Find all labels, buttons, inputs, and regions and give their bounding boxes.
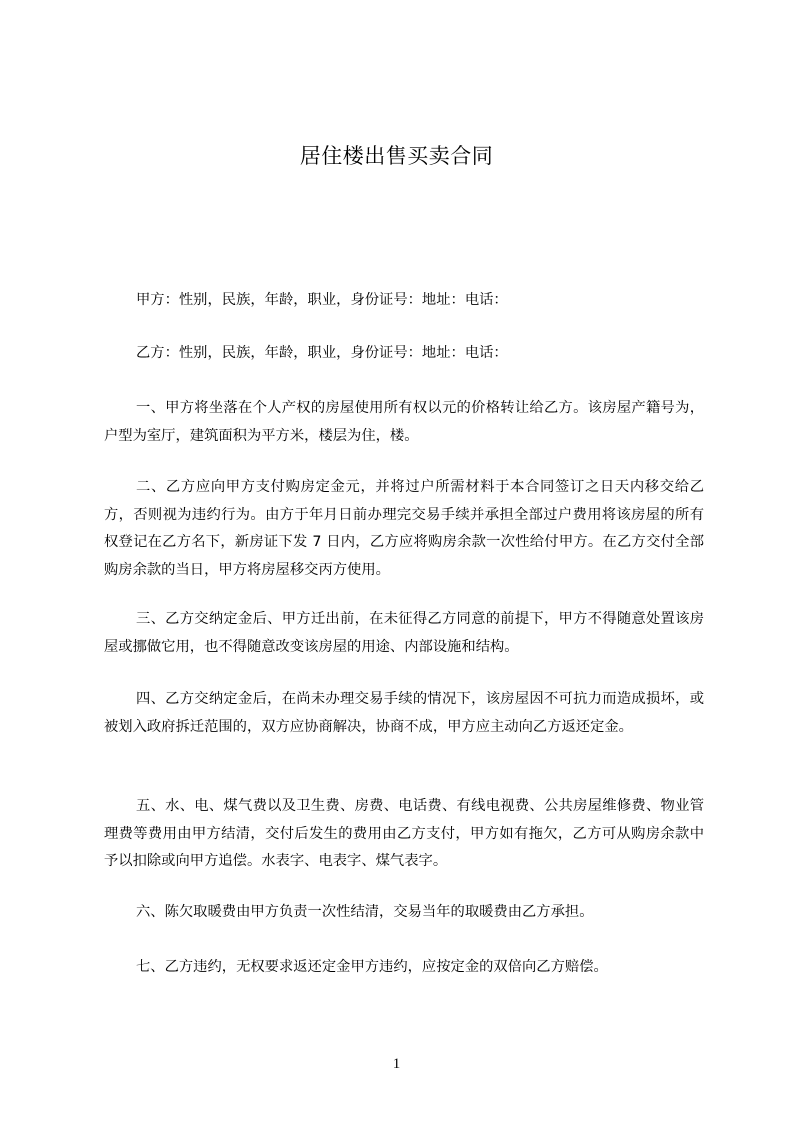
clause-4: 四、乙方交纳定金后，在尚未办理交易手续的情况下，该房屋因不可抗力而造成损坏，或被划入政府拆迁范围的，双方应协商解决，协商不成，甲方应主动向乙方返还定金。 bbox=[104, 691, 704, 735]
clause-2: 二、乙方应向甲方支付购房定金元，并将过户所需材料于本合同签订之日天内移交给乙方，否则视为违约行为。由方于年月日前办理完交易手续并承担全部过户费用将该房屋的所有权登记在乙方名下，新房证下发 7 日内，乙方应将购房余款一次性给付甲方。在乙方交付全部购房余款的当日，甲方将房屋移交丙方使用。 bbox=[104, 479, 704, 578]
clause-5: 五、水、电、煤气费以及卫生费、房费、电话费、有线电视费、公共房屋维修费、物业管理费等费用由甲方结清，交付后发生的费用由乙方支付，甲方如有拖欠，乙方可从购房余款中予以扣除或向甲方追偿。水表字、电表字、煤气表字。 bbox=[104, 798, 704, 869]
clause-6: 六、陈欠取暖费由甲方负责一次性结清，交易当年的取暖费由乙方承担。 bbox=[136, 904, 594, 920]
party-a-line: 甲方：性别，民族，年龄，职业，身份证号：地址：电话： bbox=[136, 292, 508, 308]
clause-3: 三、乙方交纳定金后、甲方迁出前，在未征得乙方同意的前提下，甲方不得随意处置该房屋或挪做它用，也不得随意改变该房屋的用途、内部设施和结构。 bbox=[104, 611, 704, 655]
clause-7: 七、乙方违约，无权要求返还定金甲方违约，应按定金的双倍向乙方赔偿。 bbox=[136, 959, 608, 975]
clause-1: 一、甲方将坐落在个人产权的房屋使用所有权以元的价格转让给乙方。该房屋产籍号为，户型为室厅，建筑面积为平方米，楼层为住，楼。 bbox=[104, 400, 704, 444]
document-title: 居住楼出售买卖合同 bbox=[299, 144, 494, 168]
page-number: 1 bbox=[392, 1056, 401, 1072]
party-b-line: 乙方：性别，民族，年龄，职业，身份证号：地址：电话： bbox=[136, 345, 508, 361]
